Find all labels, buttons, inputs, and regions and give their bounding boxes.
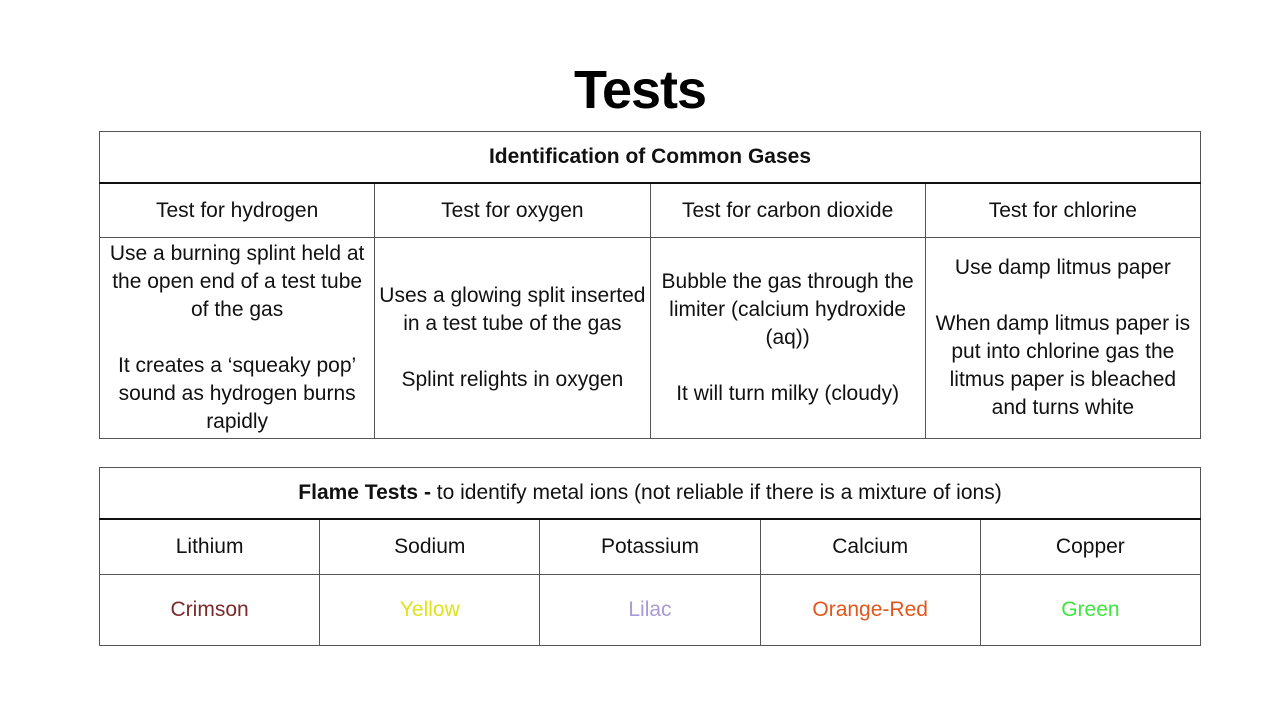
test-method-oxygen: Uses a glowing split inserted in a test tube of the gas xyxy=(379,284,646,335)
flame-tests-table xyxy=(99,467,1201,646)
gas-test-names-row xyxy=(100,183,1201,238)
flame-colour-calcium: Orange-Red xyxy=(760,575,980,646)
flame-colour-copper: Green xyxy=(980,575,1200,646)
test-result-hydrogen: It creates a ‘squeaky pop’ sound as hydrogen burns rapidly xyxy=(118,354,357,433)
gas-test-descriptions-row xyxy=(100,238,1201,439)
test-name-carbon-dioxide: Test for carbon dioxide xyxy=(650,183,925,238)
flame-table-header-row xyxy=(100,468,1201,520)
test-description-oxygen xyxy=(375,238,650,439)
test-name-hydrogen: Test for hydrogen xyxy=(100,183,375,238)
test-method-chlorine: Use damp litmus paper xyxy=(954,256,1171,279)
test-result-carbon-dioxide: It will turn milky (cloudy) xyxy=(676,382,900,405)
flame-metal-names-row xyxy=(100,519,1201,575)
metal-name-potassium: Potassium xyxy=(540,519,760,575)
flame-colour-sodium: Yellow xyxy=(320,575,540,646)
flame-heading-bold: Flame Tests - xyxy=(298,481,431,504)
metal-name-sodium: Sodium xyxy=(320,519,540,575)
metal-name-copper: Copper xyxy=(980,519,1200,575)
flame-heading-rest: to identify metal ions (not reliable if there is a mixture of ions) xyxy=(430,481,1002,504)
gas-identification-table xyxy=(99,131,1201,439)
flame-colours-row xyxy=(100,575,1201,646)
test-result-chlorine: When damp litmus paper is put into chlorine gas the litmus paper is bleached and turns white xyxy=(935,312,1191,419)
test-description-chlorine xyxy=(925,238,1200,439)
test-name-chlorine: Test for chlorine xyxy=(925,183,1200,238)
test-description-hydrogen xyxy=(100,238,375,439)
page-title: Tests xyxy=(573,60,707,120)
test-method-carbon-dioxide: Bubble the gas through the limiter (calcium hydroxide (aq)) xyxy=(661,270,914,349)
gas-table-header-row xyxy=(100,132,1201,184)
test-method-hydrogen: Use a burning splint held at the open end of a test tube of the gas xyxy=(109,242,365,321)
flame-colour-potassium: Lilac xyxy=(540,575,760,646)
test-result-oxygen: Splint relights in oxygen xyxy=(401,368,624,391)
metal-name-calcium: Calcium xyxy=(760,519,980,575)
flame-colour-lithium: Crimson xyxy=(100,575,320,646)
metal-name-lithium: Lithium xyxy=(100,519,320,575)
flame-table-heading xyxy=(100,468,1201,520)
test-name-oxygen: Test for oxygen xyxy=(375,183,650,238)
test-description-carbon-dioxide xyxy=(650,238,925,439)
gas-table-heading: Identification of Common Gases xyxy=(100,132,1201,184)
